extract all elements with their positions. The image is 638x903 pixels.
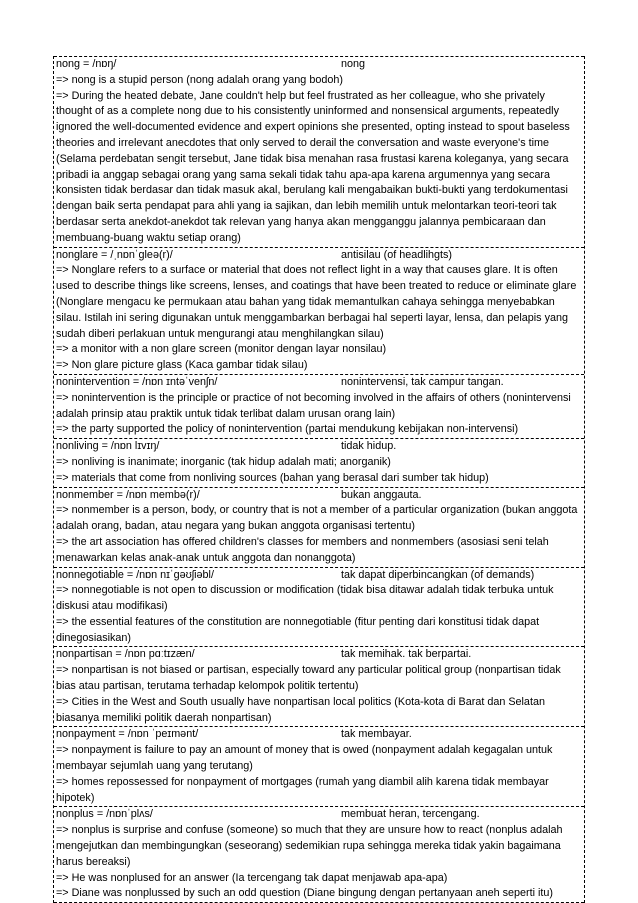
definition-line: => nong is a stupid person (nong adalah orang yang bodoh) [56, 73, 343, 86]
definition-line: => nonliving is inanimate; inorganic (tak hidup adalah mati; anorganik) [56, 455, 391, 468]
headword-pronunciation: nonplus = /nɒnˈplʌs/ [56, 808, 153, 821]
definition-line: => nonplus is surprise and confuse (someone) so much that they are unsure how to react (nonplus adalah mengejutkan dan membingungkan (seseorang) sedemikian rupa sehingga mereka tidak yakin bagaimana harus bereaksi) [56, 824, 563, 868]
entry-header [56, 439, 581, 455]
example-line: => the art association has offered children's classes for members and nonmembers (asosiasi seni telah menawarkan kelas anak-anak untuk anggota dan nonanggota) [56, 535, 549, 564]
headword-translation: nonintervensi, tak campur tangan. [341, 375, 504, 388]
entry-header [56, 57, 581, 73]
glossary-entry [54, 488, 584, 568]
headword-pronunciation: nonnegotiable = /nɒn nɪˈɡəʊʃiəbl/ [56, 568, 214, 581]
headword-translation: tak membayar. [341, 728, 412, 741]
headword-translation: bukan anggauta. [341, 488, 422, 501]
example-line: => homes repossessed for nonpayment of mortgages (rumah yang diambil alih karena tidak membayar hipotek) [56, 775, 549, 804]
entry-header [56, 727, 581, 743]
example-line: => the party supported the policy of nonintervention (partai mendukung kebijakan non-intervensi) [56, 423, 519, 436]
glossary-entry [54, 807, 584, 903]
headword-pronunciation: nonliving = /nɒn lɪvɪŋ/ [56, 440, 160, 453]
glossary-entry [54, 248, 584, 375]
example-line: => During the heated debate, Jane couldn't help but feel frustrated as her colleague, who she privately thought of as a complete nong due to his consistently uninformed and nonsensical arguments, repeatedly ignored the well-documented evidence and expert opinions she presented, opting instead to spout baseless theories and irrelevant anecdotes that only served to derail the conversation and waste everyone's time (Selama perdebatan sengit tersebut, Jane tidak bisa menahan rasa frustasi karena koleganya, yang secara pribadi ia anggap sebagai orang yang sama sekali tidak tahu apa-apa karena argumennya yang secara konsisten tidak berdasar dan tidak masuk akal, berulang kali mengabaikan bukti-bukti yang terdokumentasi dengan baik serta pendapat para ahli yang ia sajikan, dan lebih memilih untuk melontarkan teori-teori tak berdasar serta anekdot-anekdot tak relevan yang hanya akan mengganggu jalannya pembicaraan dan membuang-buang waktu setiap orang) [56, 89, 570, 244]
headword-translation: tak memihak. tak berpartai. [341, 648, 472, 661]
headword-pronunciation: nonmember = /nɒn membə(r)/ [56, 488, 200, 501]
headword-pronunciation: nonpartisan = /nɒn pɑːtɪzæn/ [56, 648, 195, 661]
entry-header [56, 248, 581, 264]
example-line: => Cities in the West and South usually have nonpartisan local politics (Kota-kota di Barat dan Selatan biasanya memiliki politik daerah nonpartisan) [56, 695, 545, 724]
headword-translation: antisilau (of headlihgts) [341, 248, 453, 261]
example-line: => Diane was nonplussed by such an odd question (Diane bingung dengan pertanyaan aneh seperti itu) [56, 887, 554, 900]
definition-line: => nonmember is a person, body, or country that is not a member of a particular organization (bukan anggota adalah orang, badan, atau negara yang bukan anggota organisasi tertentu) [56, 504, 578, 533]
example-line: => a monitor with a non glare screen (monitor dengan layar nonsilau) [56, 343, 387, 356]
example-line: => materials that come from nonliving sources (bahan yang berasal dari sumber tak hidup) [56, 471, 489, 484]
glossary-entry [54, 375, 584, 439]
glossary-entry [54, 568, 584, 648]
definition-line: => nonintervention is the principle or practice of not becoming involved in the affairs of others (nonintervensi adalah prinsip atau praktik untuk tidak terlibat dalam urusan orang lain) [56, 391, 571, 420]
headword-pronunciation: nonglare = /ˌnɒnˈɡleə(r)/ [56, 248, 173, 261]
entry-header [56, 647, 581, 663]
headword-translation: tidak hidup. [341, 440, 397, 453]
entry-header [56, 807, 581, 823]
definition-line: => nonnegotiable is not open to discussion or modification (tidak bisa ditawar adalah tidak terbuka untuk diskusi atau modifikasi) [56, 584, 554, 613]
definition-line: => nonpartisan is not biased or partisan, especially toward any particular political group (nonpartisan tidak bias atau partisan, terutama terhadap kelompok politik tertentu) [56, 664, 561, 693]
headword-translation: tak dapat diperbincangkan (of demands) [341, 568, 535, 581]
glossary-entry [54, 727, 584, 807]
example-line: => Non glare picture glass (Kaca gambar tidak silau) [56, 359, 308, 372]
headword-pronunciation: nong = /nɒŋ/ [56, 58, 117, 70]
example-line: => He was nonplused for an answer (Ia tercengang tak dapat menjawab apa-apa) [56, 871, 448, 884]
headword-pronunciation: nonpayment = /nɒn ˈpeɪmənt/ [56, 728, 199, 741]
entry-header [56, 568, 581, 584]
glossary-entry [54, 439, 584, 487]
headword-pronunciation: nonintervention = /nɒn ɪntəˈvenʃn/ [56, 375, 218, 388]
entry-header [56, 488, 581, 504]
glossary-page [53, 56, 585, 903]
headword-translation: nong [341, 58, 366, 70]
definition-line: => nonpayment is failure to pay an amount of money that is owed (nonpayment adalah kegagalan untuk membayar sejumlah uang yang terutang) [56, 744, 553, 773]
glossary-entry [54, 647, 584, 727]
entry-header [56, 375, 581, 391]
definition-line: => Nonglare refers to a surface or material that does not reflect light in a way that causes glare. It is often used to describe things like screens, lenses, and coatings that have been treated to reduce or eliminate glare (Nonglare mengacu ke permukaan atau bahan yang tidak memantulkan cahaya sehingga menyebabkan silau. Istilah ini sering digunakan untuk menggambarkan berbagai hal seperti layar, lensa, dan pelapis yang sudah diberi perlakuan untuk mengurangi atau menghilangkan silau) [56, 264, 577, 340]
glossary-entry [54, 56, 584, 248]
headword-translation: membuat heran, tercengang. [341, 808, 480, 821]
example-line: => the essential features of the constitution are nonnegotiable (fitur penting dari konstitusi tidak dapat dinegosiasikan) [56, 615, 540, 644]
